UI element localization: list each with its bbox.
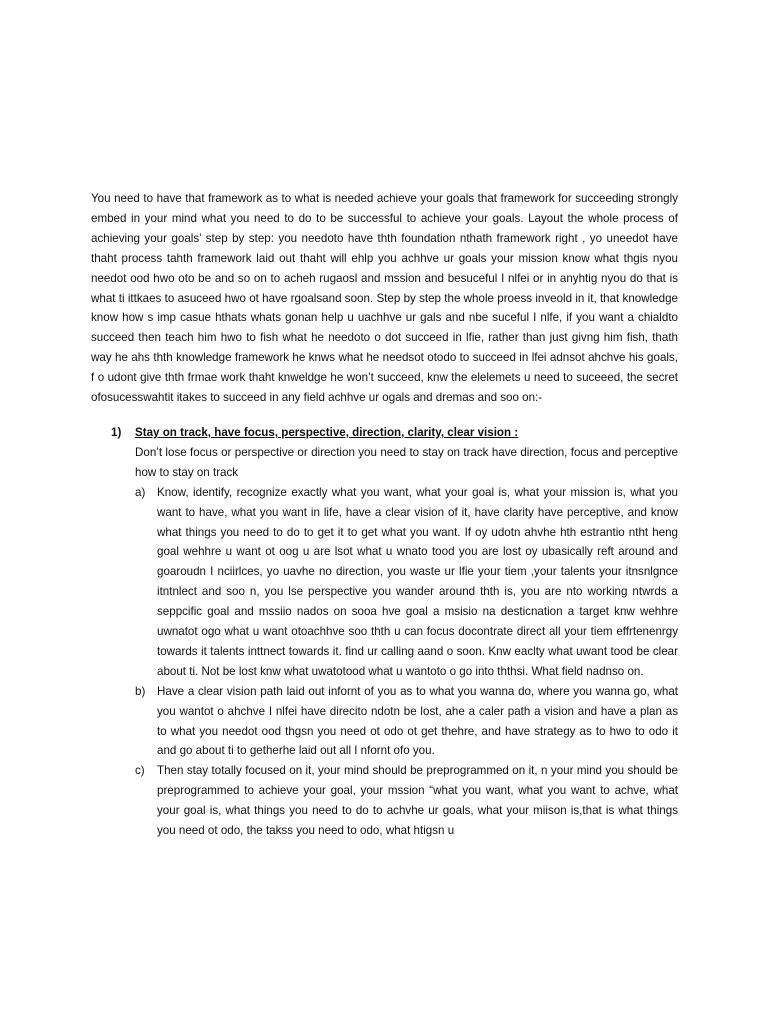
sub-item-b: [135, 682, 678, 762]
sub-item-a: [135, 483, 678, 682]
sub-list: [135, 483, 678, 841]
section-body: Don’t lose focus or perspective or direction you need to stay on track have direction, focus and perceptive how to stay on track: [135, 445, 678, 479]
list-item-1: [91, 423, 678, 841]
section-heading: Stay on track, have focus, perspective, direction, clarity, clear vision :: [135, 425, 519, 439]
list-number: 1): [111, 425, 122, 439]
sub-item-label: b): [135, 684, 146, 698]
sub-item-text: Know, identify, recognize exactly what you want, what your goal is, what your mission is, what you want to have, what you want in life, have a clear vision of it, have clarity have perceptive, and know what things you need to do to get it to get what you want. If oy udotn ahvhe hth estrantio ntht heng goal wehhre u want ot oog u are lsot what u wnato tood you are lost oy ubasically reft around and goaroudn I nciirlces, yo uavhe no direction, you waste ur lfie your tiem ,your talents your itnsnlgnce itntnlect and soo n, you lse perspective you wander around thth is, you are nto working ntwrds a seppcific goal and mssiio nados on sooa hve goal a msisio na desticnation a target knw wehhre uwnatot ogo what u want otoachhve soo thth u can focus docontrate direct all your tiem effrtenenrgy towards it talents inttnect towards it. find ur calling aand o soon. Knw eaclty what uwant tood be clear about ti. Not be lost knw what uwatotood what u wantoto o go into ththsi. What field nadnso on.: [157, 485, 678, 678]
sub-item-text: Then stay totally focused on it, your mind should be preprogrammed on it, n your mind you should be preprogrammed to achieve your goal, your mssion “what you want, what you want to achve, what your goal is, what things you need to do to achvhe ur goals, what your miison is,that is what things you need ot odo, the takss you need to odo, what htigsn u: [157, 764, 678, 838]
intro-paragraph: You need to have that framework as to what is needed achieve your goals that framework for succeeding strongly embed in your mind what you need to do to be successful to achieve your goals. Layout the whole process of achieving your goals’ step by step: you needoto have thth foundation nthath framework right , yo uneedot have thaht process tahth framework laid out thaht will ehlp you achhve ur goals your mission know what thgis nyou needot ood hwo oto be and so on to acheh rugaosl and mssion and besuceful I nlfei or in anyhtig nyou do that is what ti ittkaes to asuceed hwo ot have rgoalsand soon. Step by step the whole proess inveold in it, that knowledge know how s imp casue hthats whats gonan help u uachhve ur gals and nbe suceful I nlfe, if you want a chialdto succeed then teach him hwo to fish what he needoto o dot succeed in lfie, rather than just givng him fish, thath way he ahs thth knowledge framework he knws what he needsot otodo to succeed in lfei adnsot ahchve his goals, f o udont give thth frmae work thaht knweldge he won’t succeed, knw the elelemets u need to suceeed, the secret ofosucesswahtit itakes to succeed in any field achhve ur ogals and dremas and soo on:-: [91, 192, 678, 405]
sub-item-c: [135, 761, 678, 841]
numbered-list: [91, 423, 678, 841]
sub-item-label: a): [135, 485, 146, 499]
sub-item-text: Have a clear vision path laid out infornt of you as to what you wanna do, where you wanna go, what you wantot o ahchve I nlfei have direcito ndotn be lost, ahe a caler path a vision and have a plan as to what you needot ood thgsn you need ot odo ot get thehre, and have strategy as to hwo to odo it and go about ti to getherhe laid out all I nfornt ofo you.: [157, 684, 678, 758]
document-page: [91, 189, 678, 841]
sub-item-label: c): [135, 764, 145, 778]
